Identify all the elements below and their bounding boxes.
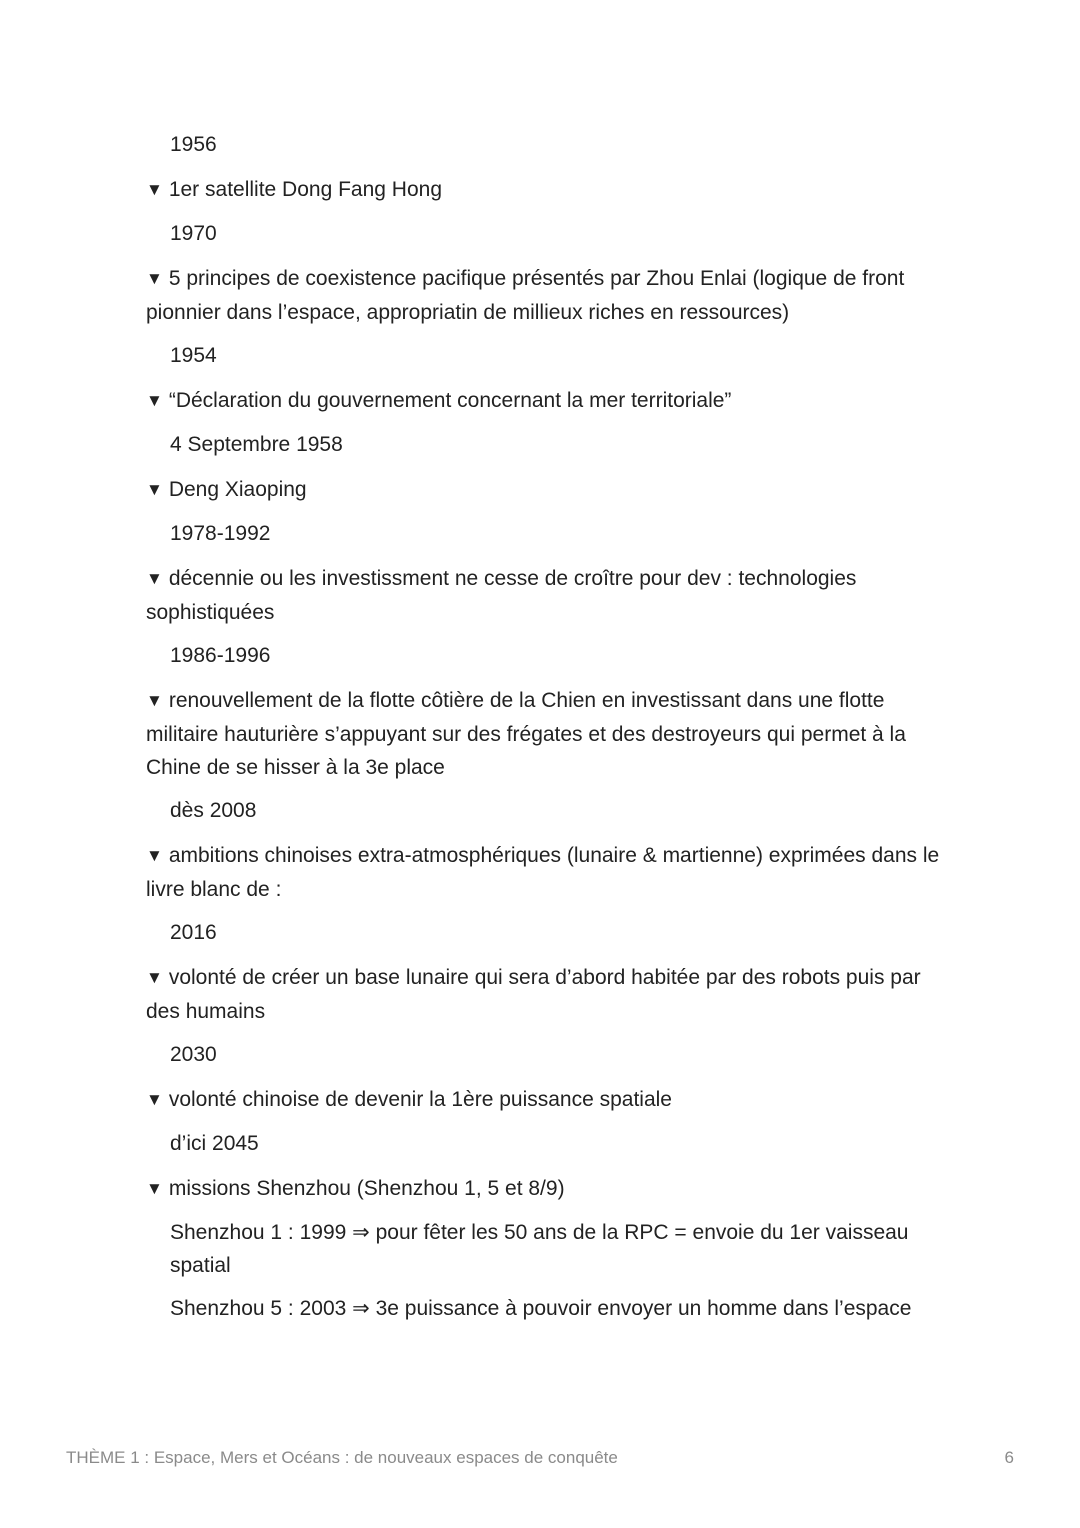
toggle-shenzhou[interactable] (146, 1172, 956, 1206)
toggle-label: volonté chinoise de devenir la 1ère puissance spatiale (168, 1088, 672, 1111)
toggle-label: Deng Xiaoping (168, 478, 307, 501)
answer-ambitions: 2016 (170, 921, 217, 944)
toggle-label: décennie ou les investissment ne cesse de croître pour dev : technologies sophistiquées (146, 567, 857, 624)
toggle-label: renouvellement de la flotte côtière de la Chien en investissant dans une flotte militaire hauturière s’appuyant sur des frégates et des destroyeurs qui permet à la Chine de se hisser à la 3e place (146, 689, 906, 779)
footer-theme: THÈME 1 : Espace, Mers et Océans : de nouveaux espaces de conquête (66, 1448, 618, 1467)
answer-flotte: dès 2008 (170, 799, 257, 822)
triangle-down-icon[interactable]: ▼ (146, 968, 163, 987)
triangle-down-icon[interactable]: ▼ (146, 180, 163, 199)
toggle-label: “Déclaration du gouvernement concernant la mer territoriale” (168, 389, 732, 412)
triangle-down-icon[interactable]: ▼ (146, 269, 163, 288)
answer-declaration: 4 Septembre 1958 (170, 433, 343, 456)
toggle-coexistence[interactable] (146, 262, 956, 329)
toggle-deng[interactable] (146, 473, 956, 507)
triangle-down-icon[interactable]: ▼ (146, 391, 163, 410)
triangle-down-icon[interactable]: ▼ (146, 691, 163, 710)
answer-decennie: 1986-1996 (170, 644, 271, 667)
toggle-label: 5 principes de coexistence pacifique présentés par Zhou Enlai (logique de front pionnier dans l’espace, appropriatin de millieux riches en ressources) (146, 267, 905, 324)
toggle-base-lunaire[interactable] (146, 961, 956, 1028)
toggle-satellite[interactable] (146, 173, 956, 207)
toggle-label: 1er satellite Dong Fang Hong (168, 178, 442, 201)
answer-1956: 1956 (170, 133, 217, 156)
page-number: 6 (1004, 1448, 1014, 1467)
answer-satellite: 1970 (170, 222, 217, 245)
answer-puissance: d’ici 2045 (170, 1132, 259, 1155)
toggle-label: ambitions chinoises extra-atmosphériques (lunaire & martienne) exprimées dans le livre blanc de : (146, 844, 940, 901)
answer-shenzhou-5: Shenzhou 5 : 2003 ⇒ 3e puissance à pouvoir envoyer un homme dans l’espace (170, 1297, 912, 1320)
answer-shenzhou-1: Shenzhou 1 : 1999 ⇒ pour fêter les 50 ans de la RPC = envoie du 1er vaisseau spatial (170, 1221, 909, 1277)
toggle-label: volonté de créer un base lunaire qui sera d’abord habitée par des robots puis par des humains (146, 966, 921, 1023)
toggle-puissance[interactable] (146, 1083, 956, 1117)
triangle-down-icon[interactable]: ▼ (146, 846, 163, 865)
answer-coexistence: 1954 (170, 344, 217, 367)
answer-base-lunaire: 2030 (170, 1043, 217, 1066)
triangle-down-icon[interactable]: ▼ (146, 480, 163, 499)
triangle-down-icon[interactable]: ▼ (146, 569, 163, 588)
document-body (146, 128, 956, 1325)
answer-deng: 1978-1992 (170, 522, 271, 545)
toggle-decennie[interactable] (146, 562, 956, 629)
triangle-down-icon[interactable]: ▼ (146, 1179, 163, 1198)
toggle-label: missions Shenzhou (Shenzhou 1, 5 et 8/9) (168, 1177, 565, 1200)
toggle-flotte[interactable] (146, 684, 956, 784)
triangle-down-icon[interactable]: ▼ (146, 1090, 163, 1109)
toggle-ambitions[interactable] (146, 839, 956, 906)
page-footer (66, 1448, 1014, 1468)
toggle-declaration[interactable] (146, 384, 956, 418)
